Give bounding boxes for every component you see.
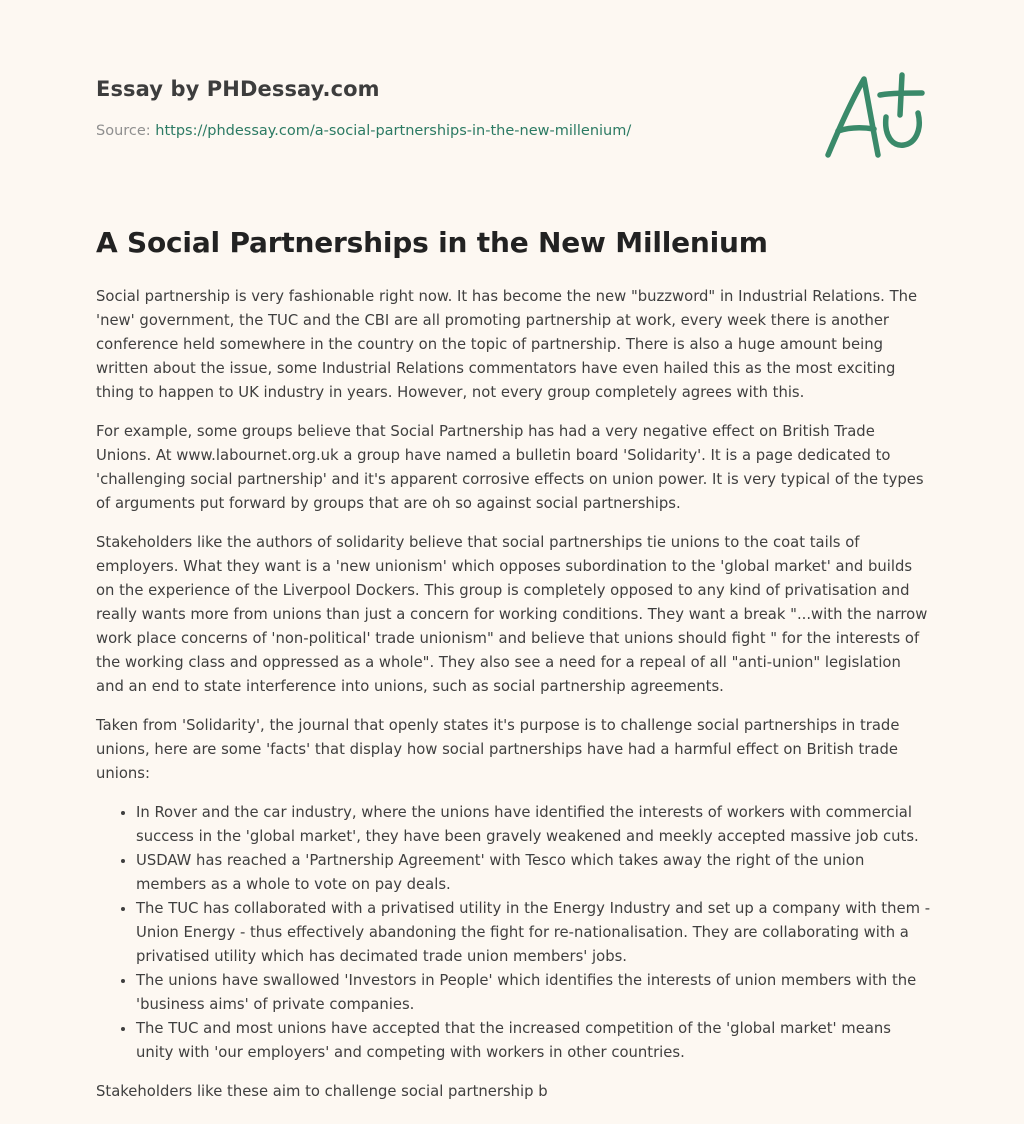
paragraph: Social partnership is very fashionable right now. It has become the new "buzzword" in Industrial Relations. The 'new' government, the TUC and the CBI are all promoting partnership at work, every week there is another conference held somewhere in the country on the topic of partnership. There is also a huge amount being written about the issue, some Industrial Relations commentators have even hailed this as the most exciting thing to happen to UK industry in years. However, not every group completely agrees with this. — [96, 288, 918, 401]
page-header — [96, 75, 932, 185]
paragraph: For example, some groups believe that Social Partnership has had a very negative effect on British Trade Unions. At www.labournet.org.uk a group have named a bulletin board 'Solidarity'. It is a page dedicated to 'challenging social partnership' and it's apparent corrosive effects on union power. It is very typical of the types of arguments put forward by groups that are oh so against social partnerships. — [96, 423, 924, 512]
list-item: • In Rover and the car industry, where the unions have identified the interests of workers with commercial success in the 'global market', they have been gravely weakened and meekly accepted massive job cuts. — [136, 801, 932, 849]
list-item: • The TUC has collaborated with a privatised utility in the Energy Industry and set up a company with them - Union Energy - thus effectively abandoning the fight for re-nationalisation. They are collaborating with a privatised utility which has decimated trade union members' jobs. — [136, 897, 932, 969]
source-label: Source: — [96, 123, 156, 139]
paragraph: Taken from 'Solidarity', the journal that openly states it's purpose is to challenge social partnerships in trade unions, here are some 'facts' that display how social partnerships have had a harmful effect on British trade unions: — [96, 717, 900, 782]
facts-list — [96, 801, 932, 1065]
list-item: • The unions have swallowed 'Investors in People' which identifies the interests of union members with the 'business aims' of private companies. — [136, 969, 932, 1017]
a-plus-logo-icon — [820, 71, 930, 163]
list-item: • The TUC and most unions have accepted that the increased competition of the 'global market' means unity with 'our employers' and competing with workers in other countries. — [136, 1017, 932, 1065]
list-item: • USDAW has reached a 'Partnership Agreement' with Tesco which takes away the right of the union members as a whole to vote on pay deals. — [136, 849, 932, 897]
essay-title: A Social Partnerships in the New Millenium — [96, 226, 768, 259]
site-brand: Essay by PHDessay.com — [96, 77, 380, 101]
paragraph: Stakeholders like the authors of solidarity believe that social partnerships tie unions to the coat tails of employers. What they want is a 'new unionism' which opposes subordination to the 'global market' and builds on the experience of the Liverpool Dockers. This group is completely opposed to any kind of privatisation and really wants more from unions than just a concern for working conditions. They want a break "...with the narrow work place concerns of 'non-political' trade unionism" and believe that unions should fight " for the interests of the working class and oppressed as a whole". They also see a need for a repeal of all "anti-union" legislation and an end to state interference into unions, such as social partnership agreements. — [96, 534, 928, 695]
source-line — [96, 123, 631, 139]
closing-paragraph: Stakeholders like these aim to challenge social partnership b — [96, 1083, 548, 1100]
essay-body — [96, 285, 932, 1119]
source-link[interactable]: https://phdessay.com/a-social-partnerships-in-the-new-millenium/ — [155, 123, 632, 139]
